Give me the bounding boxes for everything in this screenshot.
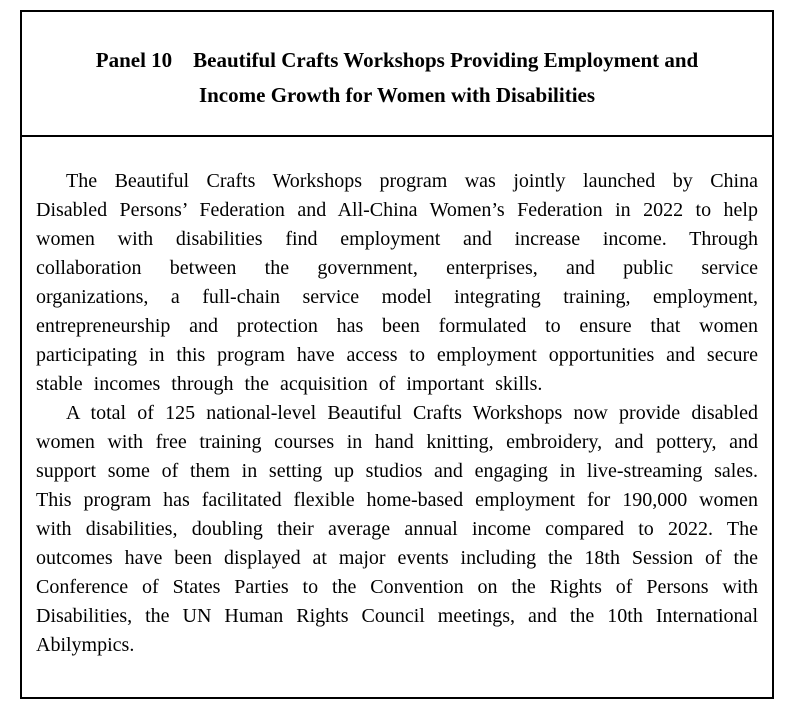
panel-body <box>22 137 772 660</box>
paragraph-2: A total of 125 national-level Beautiful Crafts Workshops now provide disabled women with free training courses in hand knitting, embroidery, and pottery, and support some of them in setting up studios and engaging in live-streaming sales. This program has facilitated flexible home-based employment for 190,000 women with disabilities, doubling their average annual income compared to 2022. The outcomes have been displayed at major events including the 18th Session of the Conference of States Parties to the Convention on the Rights of Persons with Disabilities, the UN Human Rights Council meetings, and the 10th International Abilympics. <box>36 402 758 656</box>
panel-title <box>22 12 772 137</box>
paragraph-1: The Beautiful Crafts Workshops program was jointly launched by China Disabled Persons’ Federation and All-China Women’s Federation in 2022 to help women with disabilities find employment and increase income. Through collaboration between the government, enterprises, and public service organizations, a full-chain service model integrating training, employment, entrepreneurship and protection has been formulated to ensure that women participating in this program have access to employment opportunities and secure stable incomes through the acquisition of important skills. <box>36 170 758 395</box>
panel-box <box>20 10 774 699</box>
panel-title-line-1: Panel 10 Beautiful Crafts Workshops Providing Employment and <box>95 47 699 72</box>
panel-title-line-2: Income Growth for Women with Disabilities <box>198 82 596 107</box>
